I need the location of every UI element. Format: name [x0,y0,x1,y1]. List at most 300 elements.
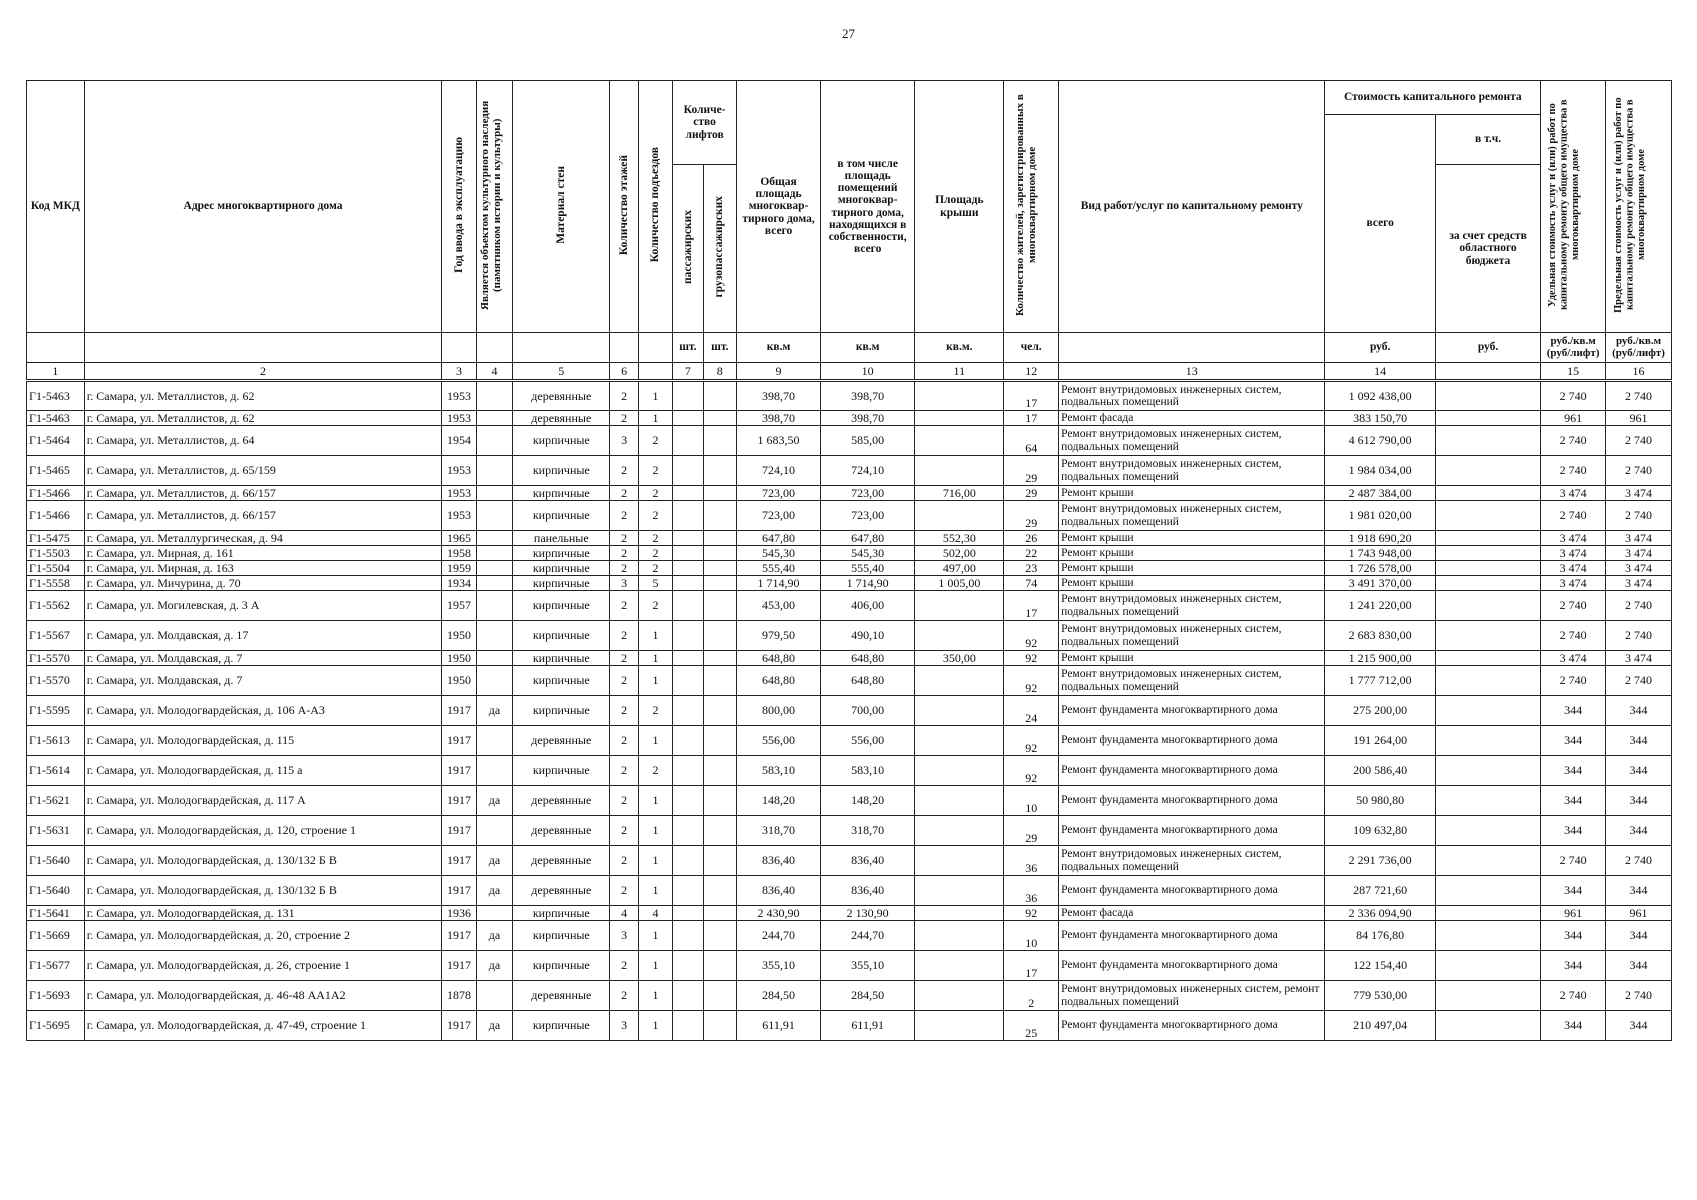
cell-code: Г1-5504 [27,561,85,576]
cell-lifts-cargo [703,666,736,696]
cell-limit-cost: 344 [1606,726,1672,756]
cell-address: г. Самара, ул. Молдавская, д. 7 [84,651,442,666]
cell-lifts-pass [673,621,703,651]
cell-material: деревянные [513,726,610,756]
cell-work-type: Ремонт внутридомовых инженерных систем, подвальных помещений [1059,846,1325,876]
cell-heritage: да [476,846,512,876]
cell-material: деревянные [513,411,610,426]
cell-total-area: 800,00 [737,696,821,726]
cell-material: кирпичные [513,921,610,951]
cell-residents: 17 [1004,951,1059,981]
cell-material: кирпичные [513,486,610,501]
cell-lifts-pass [673,816,703,846]
cell-lifts-pass [673,726,703,756]
cell-cost-total: 122 154,40 [1325,951,1435,981]
cell-heritage: да [476,1011,512,1041]
cell-lifts-pass [673,561,703,576]
header-entrances: Количество подъездов [638,81,672,333]
cell-year: 1917 [442,816,476,846]
cell-floors: 2 [610,786,638,816]
table-row [27,486,1672,501]
cell-code: Г1-5463 [27,411,85,426]
table-row [27,846,1672,876]
cell-residents: 17 [1004,411,1059,426]
cell-lifts-cargo [703,531,736,546]
cell-lifts-pass [673,456,703,486]
cell-entrances: 1 [638,846,672,876]
table-row [27,621,1672,651]
cell-limit-cost: 3 474 [1606,576,1672,591]
cell-cost-regional [1435,411,1540,426]
cell-code: Г1-5695 [27,1011,85,1041]
cell-address: г. Самара, ул. Могилевская, д. 3 А [84,591,442,621]
cell-heritage: да [476,696,512,726]
cell-residents: 74 [1004,576,1059,591]
cell-unit-cost: 3 474 [1541,651,1606,666]
cell-lifts-pass [673,951,703,981]
column-number: 11 [915,363,1004,381]
cell-address: г. Самара, ул. Молодогвардейская, д. 46-48 АА1А2 [84,981,442,1011]
cell-unit-cost: 344 [1541,951,1606,981]
header-year: Год ввода в эксплуатацию [442,81,476,333]
cell-cost-regional [1435,756,1540,786]
cell-total-area: 2 430,90 [737,906,821,921]
cell-unit-cost: 961 [1541,906,1606,921]
cell-unit-cost: 344 [1541,876,1606,906]
cell-lifts-cargo [703,696,736,726]
cell-heritage: да [476,786,512,816]
cell-cost-total: 1 241 220,00 [1325,591,1435,621]
cell-unit-cost: 2 740 [1541,981,1606,1011]
cell-limit-cost: 2 740 [1606,591,1672,621]
cell-material: деревянные [513,816,610,846]
cell-residents: 36 [1004,846,1059,876]
cell-address: г. Самара, ул. Молодогвардейская, д. 115 [84,726,442,756]
cell-work-type: Ремонт крыши [1059,576,1325,591]
cell-year: 1954 [442,426,476,456]
cell-code: Г1-5641 [27,906,85,921]
cell-lifts-pass [673,531,703,546]
cell-material: кирпичные [513,696,610,726]
cell-cost-total: 1 984 034,00 [1325,456,1435,486]
cell-total-area: 724,10 [737,456,821,486]
cell-limit-cost: 3 474 [1606,561,1672,576]
cell-material: деревянные [513,381,610,411]
column-number: 13 [1059,363,1325,381]
cell-roof-area [915,621,1004,651]
cell-entrances: 5 [638,576,672,591]
cell-owned-area: 398,70 [821,411,915,426]
cell-lifts-pass [673,486,703,501]
cell-unit-cost: 2 740 [1541,846,1606,876]
cell-floors: 2 [610,456,638,486]
cell-address: г. Самара, ул. Молодогвардейская, д. 26, строение 1 [84,951,442,981]
cell-lifts-pass [673,921,703,951]
cell-entrances: 2 [638,591,672,621]
cell-limit-cost: 961 [1606,411,1672,426]
unit-total-area: кв.м [737,333,821,363]
cell-material: кирпичные [513,501,610,531]
cell-owned-area: 585,00 [821,426,915,456]
cell-lifts-pass [673,501,703,531]
cell-residents: 10 [1004,786,1059,816]
cell-lifts-pass [673,411,703,426]
cell-unit-cost: 2 740 [1541,381,1606,411]
cell-total-area: 398,70 [737,411,821,426]
cell-roof-area [915,951,1004,981]
cell-address: г. Самара, ул. Молдавская, д. 7 [84,666,442,696]
cell-owned-area: 244,70 [821,921,915,951]
cell-entrances: 1 [638,651,672,666]
cell-roof-area: 716,00 [915,486,1004,501]
cell-owned-area: 148,20 [821,786,915,816]
cell-year: 1936 [442,906,476,921]
cell-heritage [476,576,512,591]
cell-lifts-cargo [703,726,736,756]
column-number: 4 [476,363,512,381]
cell-owned-area: 490,10 [821,621,915,651]
cell-unit-cost: 961 [1541,411,1606,426]
table-row [27,666,1672,696]
cell-floors: 2 [610,846,638,876]
cell-address: г. Самара, ул. Металлистов, д. 62 [84,381,442,411]
header-lifts-pass: пассажирских [673,165,703,333]
cell-code: Г1-5466 [27,501,85,531]
cell-roof-area [915,816,1004,846]
cell-floors: 2 [610,876,638,906]
cell-total-area: 723,00 [737,486,821,501]
cell-material: кирпичные [513,1011,610,1041]
cell-year: 1965 [442,531,476,546]
cell-unit-cost: 3 474 [1541,486,1606,501]
cell-roof-area [915,846,1004,876]
cell-heritage [476,426,512,456]
cell-cost-total: 2 291 736,00 [1325,846,1435,876]
cell-entrances: 2 [638,561,672,576]
cell-roof-area [915,381,1004,411]
cell-floors: 4 [610,906,638,921]
table-row [27,546,1672,561]
cell-limit-cost: 2 740 [1606,501,1672,531]
cell-owned-area: 355,10 [821,951,915,981]
unit-cost-regional: руб. [1435,333,1540,363]
cell-address: г. Самара, ул. Молодогвардейская, д. 20, строение 2 [84,921,442,951]
units-row [27,333,1672,363]
cell-cost-total: 779 530,00 [1325,981,1435,1011]
cell-limit-cost: 3 474 [1606,486,1672,501]
cell-heritage [476,666,512,696]
cell-lifts-cargo [703,876,736,906]
cell-work-type: Ремонт крыши [1059,546,1325,561]
cell-residents: 17 [1004,591,1059,621]
cell-limit-cost: 344 [1606,786,1672,816]
cell-residents: 2 [1004,981,1059,1011]
cell-work-type: Ремонт внутридомовых инженерных систем, подвальных помещений [1059,456,1325,486]
cell-work-type: Ремонт внутридомовых инженерных систем, подвальных помещений [1059,621,1325,651]
cell-owned-area: 647,80 [821,531,915,546]
cell-year: 1917 [442,756,476,786]
cell-lifts-pass [673,591,703,621]
cell-cost-total: 275 200,00 [1325,696,1435,726]
cell-roof-area [915,786,1004,816]
column-number: 7 [673,363,703,381]
cell-residents: 29 [1004,486,1059,501]
cell-floors: 3 [610,426,638,456]
cell-limit-cost: 344 [1606,696,1672,726]
header-limit-cost: Предельная стоимость услуг и (или) работ по капитальному ремонту общего имущества в многоквартирном доме [1606,81,1672,333]
cell-limit-cost: 2 740 [1606,846,1672,876]
cell-cost-regional [1435,981,1540,1011]
header-work-type: Вид работ/услуг по капитальному ремонту [1059,81,1325,333]
header-address: Адрес многоквартирного дома [84,81,442,333]
cell-code: Г1-5677 [27,951,85,981]
table-row [27,921,1672,951]
cell-work-type: Ремонт внутридомовых инженерных систем, ремонт подвальных помещений [1059,981,1325,1011]
cell-cost-regional [1435,816,1540,846]
cell-material: кирпичные [513,651,610,666]
column-number: 9 [737,363,821,381]
cell-roof-area [915,906,1004,921]
cell-heritage [476,981,512,1011]
cell-floors: 2 [610,486,638,501]
cell-code: Г1-5614 [27,756,85,786]
cell-unit-cost: 3 474 [1541,576,1606,591]
cell-cost-regional [1435,726,1540,756]
cell-floors: 3 [610,921,638,951]
header-code: Код МКД [27,81,85,333]
cell-work-type: Ремонт внутридомовых инженерных систем, подвальных помещений [1059,426,1325,456]
cell-owned-area: 556,00 [821,726,915,756]
cell-code: Г1-5465 [27,456,85,486]
table-row [27,411,1672,426]
cell-total-area: 836,40 [737,846,821,876]
cell-cost-regional [1435,456,1540,486]
cell-floors: 3 [610,576,638,591]
header-heritage: Является объектом культурного наследия (памятником истории и культуры) [476,81,512,333]
cell-owned-area: 836,40 [821,846,915,876]
cell-lifts-cargo [703,381,736,411]
cell-floors: 2 [610,411,638,426]
cell-lifts-pass [673,426,703,456]
cell-entrances: 1 [638,381,672,411]
cell-year: 1917 [442,951,476,981]
cell-year: 1953 [442,381,476,411]
cell-limit-cost: 344 [1606,1011,1672,1041]
column-number [1435,363,1540,381]
cell-year: 1953 [442,456,476,486]
cell-entrances: 2 [638,531,672,546]
cell-roof-area [915,666,1004,696]
cell-lifts-cargo [703,921,736,951]
cell-heritage [476,546,512,561]
cell-entrances: 1 [638,951,672,981]
cell-cost-total: 191 264,00 [1325,726,1435,756]
cell-entrances: 1 [638,1011,672,1041]
cell-address: г. Самара, ул. Мирная, д. 163 [84,561,442,576]
cell-roof-area [915,921,1004,951]
cell-entrances: 2 [638,426,672,456]
cell-floors: 2 [610,651,638,666]
cell-work-type: Ремонт фундамента многоквартирного дома [1059,951,1325,981]
table-row [27,786,1672,816]
cell-lifts-cargo [703,591,736,621]
cell-heritage [476,411,512,426]
cell-floors: 2 [610,561,638,576]
cell-limit-cost: 3 474 [1606,531,1672,546]
cell-entrances: 1 [638,816,672,846]
cell-code: Г1-5640 [27,876,85,906]
cell-lifts-cargo [703,951,736,981]
cell-roof-area [915,501,1004,531]
cell-material: кирпичные [513,951,610,981]
cell-cost-total: 1 981 020,00 [1325,501,1435,531]
cell-heritage: да [476,921,512,951]
cell-total-area: 556,00 [737,726,821,756]
cell-code: Г1-5595 [27,696,85,726]
table-row [27,906,1672,921]
header-cost: Стоимость капитального ремонта [1325,81,1541,115]
cell-work-type: Ремонт фасада [1059,411,1325,426]
header-floors: Количество этажей [610,81,638,333]
cell-lifts-pass [673,651,703,666]
cell-entrances: 1 [638,666,672,696]
cell-floors: 2 [610,981,638,1011]
cell-residents: 92 [1004,666,1059,696]
table-row [27,876,1672,906]
cell-roof-area [915,696,1004,726]
cell-limit-cost: 2 740 [1606,456,1672,486]
cell-cost-regional [1435,906,1540,921]
cell-work-type: Ремонт фундамента многоквартирного дома [1059,756,1325,786]
header-material: Материал стен [513,81,610,333]
cell-cost-regional [1435,486,1540,501]
cell-address: г. Самара, ул. Молодогвардейская, д. 130/132 Б В [84,876,442,906]
cell-code: Г1-5562 [27,591,85,621]
cell-heritage [476,621,512,651]
cell-code: Г1-5558 [27,576,85,591]
cell-heritage [476,486,512,501]
cell-residents: 17 [1004,381,1059,411]
cell-owned-area: 583,10 [821,756,915,786]
cell-entrances: 4 [638,906,672,921]
cell-address: г. Самара, ул. Молодогвардейская, д. 106 А-А3 [84,696,442,726]
table-row [27,501,1672,531]
cell-limit-cost: 2 740 [1606,621,1672,651]
cell-cost-total: 50 980,80 [1325,786,1435,816]
cell-cost-regional [1435,876,1540,906]
cell-year: 1917 [442,696,476,726]
cell-roof-area [915,981,1004,1011]
cell-owned-area: 836,40 [821,876,915,906]
cell-cost-regional [1435,666,1540,696]
cell-roof-area [915,591,1004,621]
column-number [638,363,672,381]
cell-cost-regional [1435,651,1540,666]
cell-address: г. Самара, ул. Мирная, д. 161 [84,546,442,561]
cell-unit-cost: 2 740 [1541,666,1606,696]
cell-unit-cost: 2 740 [1541,621,1606,651]
cell-year: 1917 [442,1011,476,1041]
cell-work-type: Ремонт внутридомовых инженерных систем, подвальных помещений [1059,666,1325,696]
table-row [27,381,1672,411]
cell-total-area: 647,80 [737,531,821,546]
cell-material: кирпичные [513,561,610,576]
cell-lifts-cargo [703,1011,736,1041]
cell-lifts-pass [673,666,703,696]
cell-material: панельные [513,531,610,546]
cell-residents: 24 [1004,696,1059,726]
cell-lifts-pass [673,381,703,411]
cell-lifts-pass [673,576,703,591]
table-header [27,81,1672,363]
cell-limit-cost: 344 [1606,876,1672,906]
column-number: 14 [1325,363,1435,381]
cell-lifts-cargo [703,846,736,876]
cell-roof-area [915,726,1004,756]
cell-heritage [476,561,512,576]
header-cost-incl: в т.ч. [1435,115,1540,165]
cell-total-area: 648,80 [737,666,821,696]
cell-cost-total: 109 632,80 [1325,816,1435,846]
cell-cost-total: 1 918 690,20 [1325,531,1435,546]
table-row [27,981,1672,1011]
cell-work-type: Ремонт фундамента многоквартирного дома [1059,876,1325,906]
cell-total-area: 284,50 [737,981,821,1011]
cell-owned-area: 648,80 [821,666,915,696]
table-row [27,591,1672,621]
cell-year: 1917 [442,921,476,951]
cell-limit-cost: 2 740 [1606,981,1672,1011]
header-total-area: Общая площадь многоквар-тирного дома, всего [737,81,821,333]
cell-unit-cost: 344 [1541,921,1606,951]
cell-cost-regional [1435,786,1540,816]
cell-residents: 10 [1004,921,1059,951]
cell-heritage [476,816,512,846]
cell-work-type: Ремонт фасада [1059,906,1325,921]
cell-roof-area [915,756,1004,786]
cell-lifts-pass [673,906,703,921]
cell-lifts-cargo [703,651,736,666]
cell-heritage [476,591,512,621]
cell-code: Г1-5640 [27,846,85,876]
cell-entrances: 1 [638,411,672,426]
page-number: 27 [842,26,855,41]
cell-owned-area: 723,00 [821,486,915,501]
cell-work-type: Ремонт крыши [1059,561,1325,576]
cell-year: 1950 [442,621,476,651]
cell-address: г. Самара, ул. Металлистов, д. 66/157 [84,486,442,501]
cell-unit-cost: 344 [1541,786,1606,816]
cell-unit-cost: 2 740 [1541,591,1606,621]
cell-owned-area: 611,91 [821,1011,915,1041]
cell-material: кирпичные [513,576,610,591]
cell-lifts-cargo [703,621,736,651]
cell-lifts-cargo [703,816,736,846]
table-row [27,651,1672,666]
cell-cost-total: 84 176,80 [1325,921,1435,951]
cell-floors: 2 [610,531,638,546]
cell-residents: 23 [1004,561,1059,576]
cell-owned-area: 545,30 [821,546,915,561]
cell-year: 1958 [442,546,476,561]
cell-entrances: 2 [638,546,672,561]
cell-heritage [476,906,512,921]
cell-total-area: 545,30 [737,546,821,561]
cell-address: г. Самара, ул. Молодогвардейская, д. 47-49, строение 1 [84,1011,442,1041]
cell-residents: 29 [1004,816,1059,846]
cell-residents: 22 [1004,546,1059,561]
column-number: 5 [513,363,610,381]
